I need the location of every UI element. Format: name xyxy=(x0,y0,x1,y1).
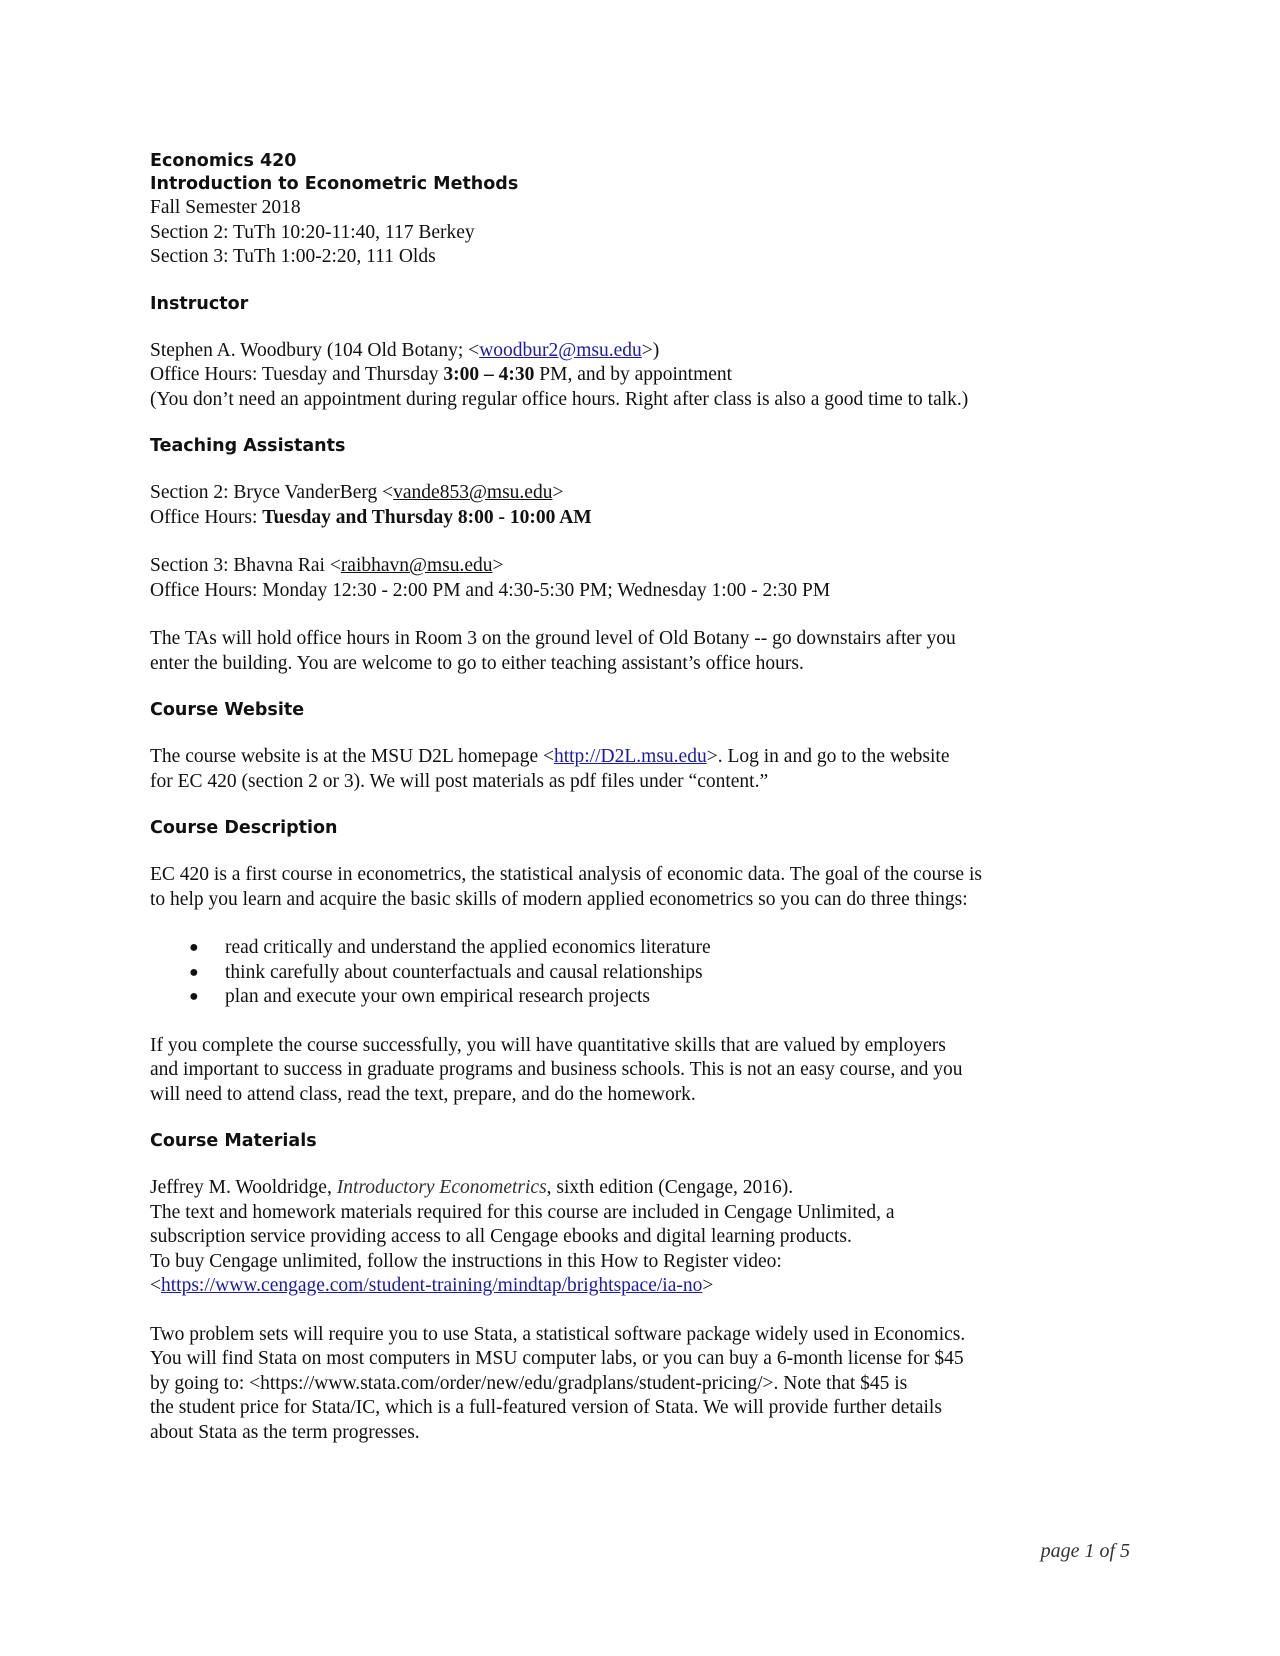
website-intro-end: >. Log in and go to the website xyxy=(706,746,950,767)
description-line-2: to help you learn and acquire the basic skills of modern applied econometrics so you can do three things: xyxy=(150,888,968,910)
hours-time: 3:00 – 4:30 xyxy=(443,364,535,385)
website-line-2: for EC 420 (section 2 or 3). We will post materials as pdf files under “content.” xyxy=(150,770,769,792)
instructor-email-link[interactable]: woodbur2@msu.edu xyxy=(479,339,642,361)
ta1-hours-label: Office Hours: xyxy=(150,506,263,528)
materials-line-3: subscription service providing access to all Cengage ebooks and digital learning products. xyxy=(150,1226,852,1247)
hours-label: Office Hours: Tuesday and Thursday xyxy=(150,364,444,385)
link-open: < xyxy=(150,1275,161,1296)
ta1-contact xyxy=(150,481,1130,506)
textbook-line xyxy=(150,1176,1130,1201)
stata-line-4: the student price for Stata/IC, which is a full-featured version of Stata. We will provide further details xyxy=(150,1397,942,1418)
d2l-link[interactable]: http://D2L.msu.edu xyxy=(553,746,707,767)
textbook-title: Introductory Econometrics xyxy=(336,1177,547,1198)
course-title: Introduction to Econometric Methods xyxy=(150,174,519,194)
description-line-1: EC 420 is a first course in econometrics, the statistical analysis of economic data. The goal of the course is xyxy=(150,864,982,885)
materials-line-5 xyxy=(150,1274,1130,1299)
ta2-email-link[interactable]: raibhavn@msu.edu xyxy=(340,555,493,576)
instructor-office-hours xyxy=(150,363,1130,388)
instructor-contact-close: >) xyxy=(641,339,660,361)
ta-heading: Teaching Assistants xyxy=(150,436,346,456)
document-page xyxy=(150,150,1130,1445)
bullet-icon: ● xyxy=(189,939,199,956)
website-line-1 xyxy=(150,745,1130,770)
link-close: > xyxy=(702,1275,714,1296)
description-outro-3: will need to attend class, read the text, prepare, and do the homework. xyxy=(150,1083,696,1105)
ta1-email-link[interactable]: vande853@msu.edu xyxy=(393,482,553,503)
goal-text: read critically and understand the applied economics literature xyxy=(225,937,711,958)
ta1-hours-time: Tuesday and Thursday 8:00 - 10:00 AM xyxy=(262,506,592,528)
ta1-name: Section 2: Bryce VanderBerg < xyxy=(150,482,394,503)
semester: Fall Semester 2018 xyxy=(150,197,301,218)
stata-line-3: by going to: <https://www.stata.com/order/new/edu/gradplans/student-pricing/>. Note that $45 is xyxy=(150,1372,908,1394)
stata-line-1: Two problem sets will require you to use Stata, a statistical software package widely used in Economics. xyxy=(150,1323,966,1345)
list-item xyxy=(150,936,1130,961)
instructor-note: (You don’t need an appointment during regular office hours. Right after class is also a good time to talk.) xyxy=(150,388,969,410)
description-outro-2: and important to success in graduate programs and business schools. This is not an easy course, and you xyxy=(150,1059,963,1080)
goal-text: plan and execute your own empirical research projects xyxy=(225,986,651,1007)
instructor-contact xyxy=(150,339,1130,364)
cengage-video-link[interactable]: https://www.cengage.com/student-training/mindtap/brightspace/ia-no xyxy=(161,1275,703,1296)
textbook-author: Jeffrey M. Wooldridge, xyxy=(150,1177,337,1198)
list-item xyxy=(150,961,1130,986)
course-number: Economics 420 xyxy=(150,151,297,171)
ta-room-line-1: The TAs will hold office hours in Room 3 on the ground level of Old Botany -- go downstairs after you xyxy=(150,628,956,649)
ta1-office-hours xyxy=(150,506,1130,531)
description-outro-1: If you complete the course successfully, you will have quantitative skills that are valued by employers xyxy=(150,1034,946,1056)
stata-line-5: about Stata as the term progresses. xyxy=(150,1421,420,1443)
instructor-name: Stephen A. Woodbury (104 Old Botany; < xyxy=(150,339,480,361)
bullet-icon: ● xyxy=(189,988,199,1005)
instructor-heading: Instructor xyxy=(150,293,249,314)
page-number: page 1 of 5 xyxy=(1040,1540,1130,1562)
materials-heading: Course Materials xyxy=(150,1131,317,1151)
ta1-contact-close: > xyxy=(552,482,564,503)
list-item xyxy=(150,985,1130,1010)
textbook-edition: , sixth edition (Cengage, 2016). xyxy=(546,1177,794,1198)
section-3-schedule: Section 3: TuTh 1:00-2:20, 111 Olds xyxy=(150,246,436,267)
materials-line-2: The text and homework materials required for this course are included in Cengage Unlimited, a xyxy=(150,1201,895,1223)
ta2-contact xyxy=(150,554,1130,579)
goals-list xyxy=(150,936,1130,1010)
description-heading: Course Description xyxy=(150,818,338,838)
website-intro: The course website is at the MSU D2L homepage < xyxy=(150,746,554,767)
bullet-icon: ● xyxy=(189,963,199,981)
ta2-contact-close: > xyxy=(492,555,504,576)
hours-suffix: PM, and by appointment xyxy=(534,364,733,385)
materials-line-4: To buy Cengage unlimited, follow the instructions in this How to Register video: xyxy=(150,1250,782,1272)
goal-text: think carefully about counterfactuals and causal relationships xyxy=(225,961,703,983)
stata-line-2: You will find Stata on most computers in MSU computer labs, or you can buy a 6-month license for $45 xyxy=(150,1348,964,1369)
ta-room-line-2: enter the building. You are welcome to go to either teaching assistant’s office hours. xyxy=(150,652,804,674)
ta2-name: Section 3: Bhavna Rai < xyxy=(150,555,341,576)
website-heading: Course Website xyxy=(150,700,305,720)
ta2-office-hours: Office Hours: Monday 12:30 - 2:00 PM and 4:30-5:30 PM; Wednesday 1:00 - 2:30 PM xyxy=(150,579,831,601)
section-2-schedule: Section 2: TuTh 10:20-11:40, 117 Berkey xyxy=(150,221,475,243)
